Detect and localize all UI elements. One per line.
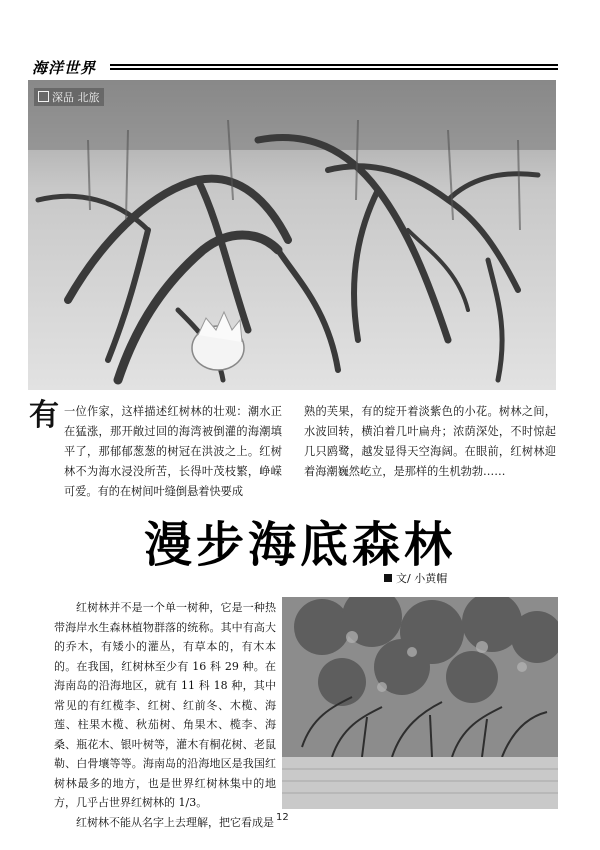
body-paragraph: 红树林并不是一个单一树种，它是一种热带海岸水生森林植物群落的统称。其中有高大的乔木，有矮小的灌丛，有草本的，有木本的。在我国，红树林至少有 16 科 29 种。在海南岛的沿海地区，就有 11 科 18 种，其中常见的有红榄李、红树、红前冬、木榄、海莲、柱果木榄、秋茄树、角果木、榄李、海桑、瓶花木、银叶树等，灌木有桐花树、老鼠勒、白骨壤等等。海南岛的沿海地区是我国红树林最多的地方，也是世界红树林集中的地方，几乎占世界红树林的 1/3。: [54, 601, 276, 809]
intro-text-right: 熟的芙果，有的绽开着淡紫色的小花。树林之间，水波回转，横泊着几叶扁舟；浓荫深处，不时惊起几只鸥鹭，越发显得天空海阔。在眼前，红树林迎着海潮巍然屹立，是那样的生机勃勃……: [304, 405, 556, 478]
intro-dropcap: 有: [29, 398, 59, 433]
byline-square-icon: [384, 574, 392, 582]
photo-credit: [34, 88, 104, 106]
photo-credit-text: 深品 北旅: [52, 91, 100, 104]
magazine-header: [28, 58, 558, 78]
mangrove-roots-icon: [28, 80, 556, 390]
body-paragraph: 红树林不能从名字上去理解，把它看成是: [76, 815, 274, 829]
article-title: 漫步海底森林: [143, 517, 456, 573]
header-rules: [110, 64, 558, 72]
article-body: [54, 598, 276, 832]
mangrove-roots-photo: [28, 80, 556, 390]
mangrove-shore-icon: [282, 597, 558, 809]
credit-square-icon: [38, 91, 49, 102]
magazine-logo: 海洋世界: [32, 59, 97, 77]
intro-text-left: 一位作家，这样描述红树林的壮观：潮水正在猛涨，那开敞过回的海湾被倒灌的海潮填平了，那郁郁葱葱的树冠在洪波之上。红树林不为海水浸没所苦，长得叶茂枝繁，峥嵘可爱。有的在树间叶缝倒悬着快要成: [64, 405, 282, 498]
mangrove-shore-photo: [282, 597, 558, 809]
byline-text: 文/ 小黄帽: [396, 572, 448, 585]
article-byline: [384, 570, 447, 586]
page-number: 12: [276, 812, 289, 823]
